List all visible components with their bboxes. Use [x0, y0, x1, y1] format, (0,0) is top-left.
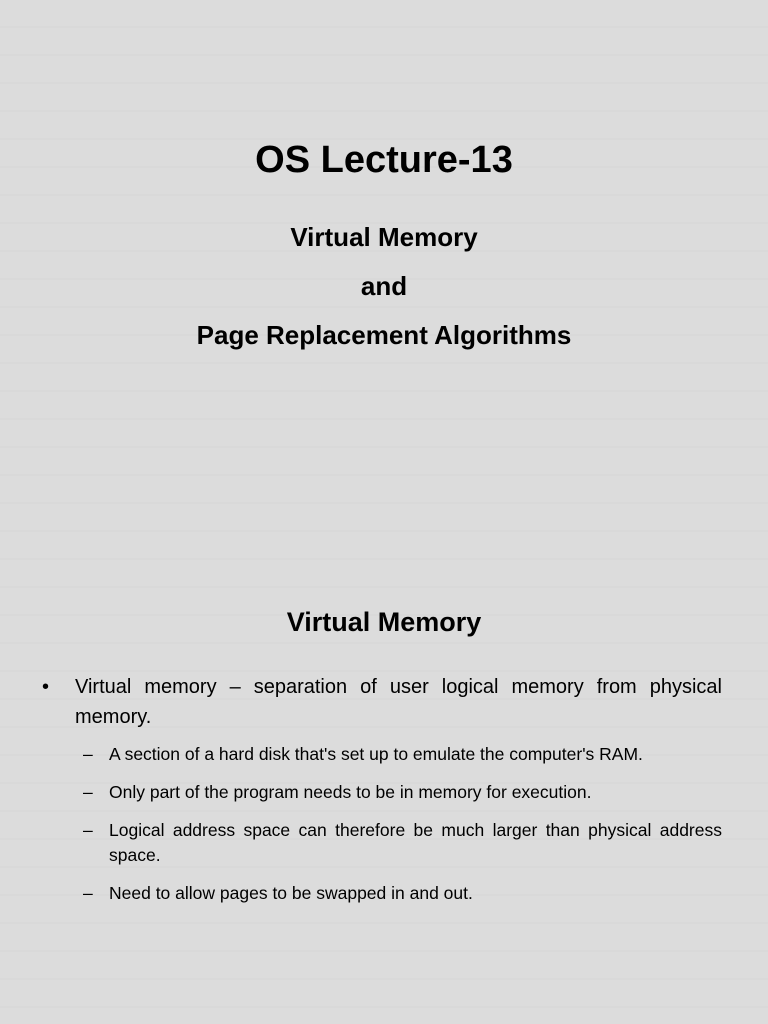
sub-bullet-text: Only part of the program needs to be in memory for execution.	[109, 782, 592, 802]
sub-bullet-text: Logical address space can therefore be much larger than physical address space.	[109, 820, 722, 865]
sub-bullet-item	[40, 742, 722, 767]
sub-bullet-item	[40, 881, 722, 906]
sub-bullet-item	[40, 818, 722, 868]
dash-marker-icon: –	[83, 744, 93, 764]
dash-marker-icon: –	[83, 820, 93, 840]
content-slide	[0, 512, 768, 1024]
sub-bullet-list	[40, 742, 722, 906]
bullet-marker-icon: •	[42, 676, 50, 698]
sub-bullet-item	[40, 780, 722, 805]
subtitle-line-and: and	[360, 271, 408, 301]
lecture-title: OS Lecture-13	[255, 139, 513, 181]
sub-bullet-text: A section of a hard disk that's set up to emulate the computer's RAM.	[109, 744, 643, 764]
dash-marker-icon: –	[83, 883, 93, 903]
sub-bullet-text: Need to allow pages to be swapped in and out.	[109, 883, 473, 903]
subtitle-line-page-replacement: Page Replacement Algorithms	[196, 320, 572, 350]
bullet-item	[40, 672, 722, 732]
dash-marker-icon: –	[83, 782, 93, 802]
bullet-list	[40, 672, 722, 919]
subtitle-line-virtual-memory: Virtual Memory	[290, 222, 478, 252]
bullet-text: Virtual memory – separation of user logical memory from physical memory.	[75, 676, 722, 728]
sub-bullet-group	[40, 742, 722, 906]
slide-title: Virtual Memory	[286, 607, 482, 637]
